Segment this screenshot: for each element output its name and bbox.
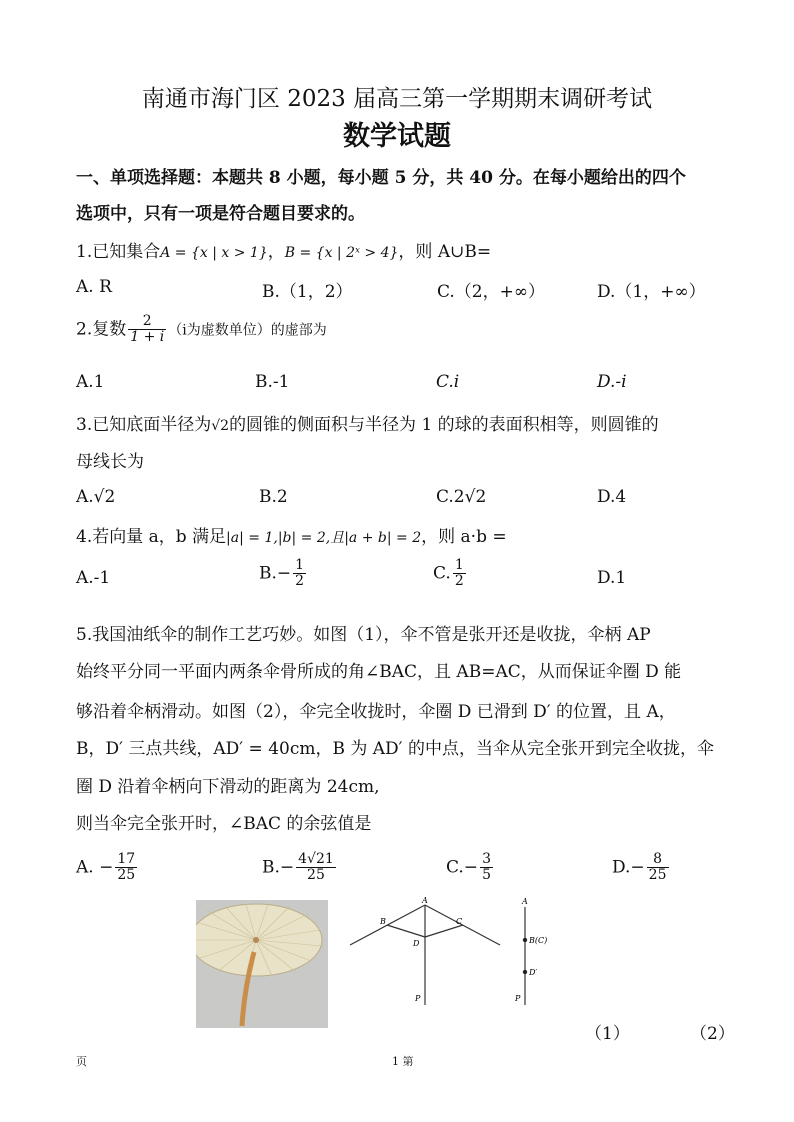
question-5-line3: 够沿着伞柄滑动。如图（2），伞完全收拢时，伞圈 D 已滑到 D′ 的位置，且 A， [76,702,676,722]
q4-option-b-frac [293,558,306,590]
question-2 [76,314,327,346]
question-1 [76,237,491,262]
q3-option-a: A.√2 [76,487,116,507]
q3-option-d: D.4 [597,487,627,507]
question-5-line4: B，D′ 三点共线，AD′ = 40cm，B 为 AD′ 的中点，当伞从完全张开到完全收拢，伞 [76,739,714,759]
q5-option-d-frac [647,852,669,884]
q2-frac-den: 1 + i [130,329,165,346]
q5-option-c-den: 5 [482,867,491,884]
fig2-point-bc [523,938,527,942]
q2-option-d: D.-i [597,372,627,392]
question-5-line5: 圈 D 沿着伞柄向下滑动的距离为 24cm, [76,777,380,797]
q4-suffix: ，则 a·b = [421,527,507,547]
fig1-strut-right [425,925,463,937]
figure-caption-2: （2） [690,1024,735,1044]
exam-title: 南通市海门区 2023 届高三第一学期期末调研考试 [141,86,653,112]
figure-caption-1: （1） [585,1024,630,1044]
q1-set-a: A = {x | x > 1} [160,245,268,261]
figure-2-diagram [505,895,565,1007]
q4-prefix: 4.若向量 a，b 满足 [76,527,227,547]
fig1-label-d: D [413,939,420,948]
q3-option-c: C.2√2 [436,487,487,507]
q5-option-c [446,852,495,884]
q4-option-c-den: 2 [454,573,464,590]
section-heading-line1: 一、单项选择题：本题共 8 小题，每小题 5 分，共 40 分。在每小题给出的四个 [76,168,686,188]
fig2-point-dprime [523,970,527,974]
q1-prefix: 1.已知集合 [76,242,161,262]
q1-suffix: ，则 A∪B= [398,242,492,262]
exam-subtitle: 数学试题 [343,121,451,152]
fig1-label-b: B [380,917,386,926]
question-3-line1 [76,410,659,435]
question-5-line6: 则当伞完全张开时，∠BAC 的余弦值是 [76,814,372,834]
q3-radius: √2 [211,418,230,434]
q5-option-a-num: 17 [117,851,136,867]
question-3-line2: 母线长为 [76,452,144,472]
q5-option-b-label: B.− [262,857,295,878]
q2-option-c: C.i [436,372,460,392]
q5-option-d-den: 25 [648,867,667,884]
question-4 [76,522,507,547]
section-heading-line2: 选项中，只有一项是符合题目要求的。 [76,204,365,224]
q1-option-b: B.（1，2） [262,282,353,302]
q5-option-a-den: 25 [117,867,136,884]
q5-option-a-frac [115,852,137,884]
q4-option-d: D.1 [597,568,627,588]
q2-frac-num: 2 [128,314,166,330]
fig1-strut-left [387,925,425,937]
q5-option-a [76,852,139,884]
footer-page-number: 1 第 [392,1055,414,1068]
fig2-label-dprime: D′ [529,968,538,977]
q2-option-a: A.1 [76,372,105,392]
q1-set-b: B = {x | 2ˣ > 4} [284,245,399,261]
q4-condition: |a| = 1,|b| = 2,且|a + b| = 2 [226,530,422,546]
q2-suffix: （i为虚数单位）的虚部为 [168,322,327,339]
fig2-label-p: P [515,994,521,1003]
q4-option-b [259,558,308,590]
q4-option-b-label: B.− [259,563,292,584]
q5-option-b-den: 25 [307,867,325,884]
q3-option-b: B.2 [259,487,288,507]
fig2-label-a: A [522,897,528,906]
q2-option-b: B.-1 [255,372,290,392]
q2-fraction [128,314,166,346]
q5-option-b-frac [296,852,336,884]
q1-option-a: A. R [76,277,112,297]
q1-comma: ， [267,242,285,262]
question-5-line2: 始终平分同一平面内两条伞骨所成的角∠BAC，且 AB=AC，从而保证伞圈 D 能 [76,662,682,682]
q5-option-d [612,852,671,884]
q5-option-a-label: A. − [76,857,114,878]
q1-option-d: D.（1，+∞） [597,282,706,302]
fig1-label-a: A [422,896,428,905]
q4-option-a: A.-1 [76,568,111,588]
fig1-label-p: P [415,994,421,1003]
q2-prefix: 2.复数 [76,319,127,340]
q5-option-c-num: 3 [482,851,491,867]
question-5-line1: 5.我国油纸伞的制作工艺巧妙。如图（1），伞不管是张开还是收拢，伞柄 AP [76,625,651,645]
q1-option-c: C.（2，+∞） [437,282,546,302]
q3-line1-a: 3.已知底面半径为 [76,415,212,435]
q5-option-b-num: 4√21 [298,851,334,867]
fig1-label-c: C [456,917,463,926]
q4-option-c-frac [453,558,466,590]
q5-option-b [262,852,338,884]
q4-option-b-den: 2 [295,573,305,590]
q5-option-d-num: 8 [647,852,669,868]
q5-option-c-frac [480,852,493,884]
q4-option-b-num: 1 [295,557,305,573]
fig2-label-bc: B(C) [529,936,548,945]
umbrella-photo [196,900,328,1028]
q4-option-c [433,558,468,590]
umbrella-illustration [196,900,328,1028]
q4-option-c-num: 1 [454,557,464,573]
q4-option-c-label: C. [433,563,451,584]
figure-1-diagram [345,895,505,1007]
q5-option-d-label: D.− [612,857,645,878]
q5-option-c-label: C.− [446,857,479,878]
footer-left: 页 [76,1055,87,1068]
q3-line1-b: 的圆锥的侧面积与半径为 1 的球的表面积相等，则圆锥的 [229,415,659,435]
